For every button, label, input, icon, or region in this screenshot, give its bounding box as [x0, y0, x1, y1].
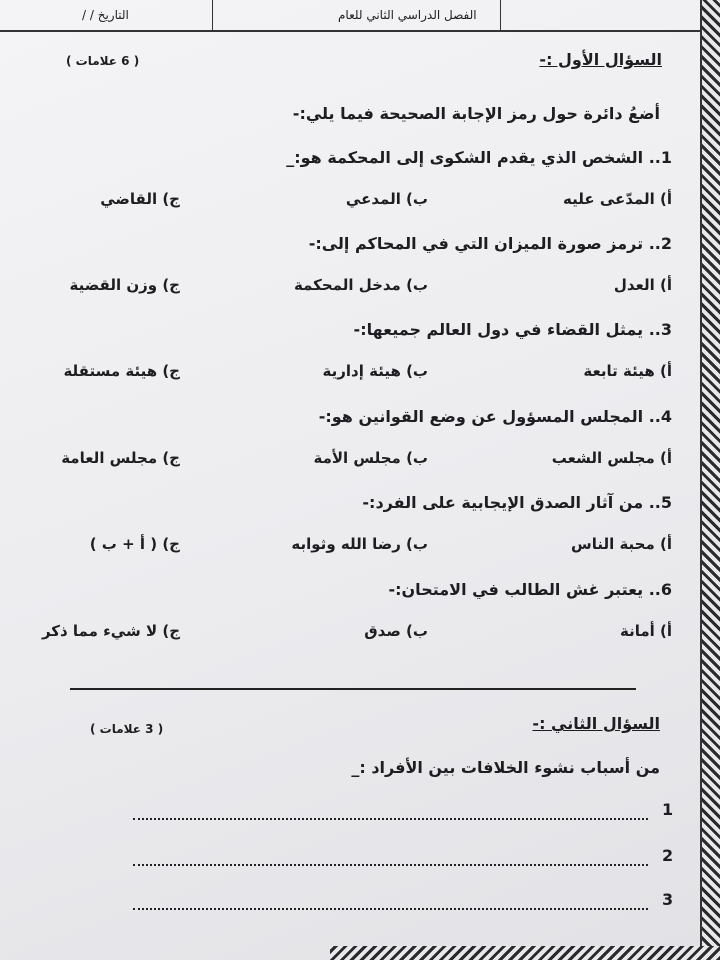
option-a[interactable]: أ) مجلس الشعب [551, 449, 672, 467]
header-divider [212, 0, 213, 30]
option-c[interactable]: ج) وزن القضية [69, 276, 180, 294]
option-c[interactable]: ج) لا شيء مما ذكر [41, 622, 180, 640]
option-c[interactable]: ج) القاضي [100, 190, 180, 208]
answer-line-number: 2 [662, 846, 674, 865]
question-stem: 4.. المجلس المسؤول عن وضع القوانين هو:- [318, 407, 672, 426]
option-c[interactable]: ج) هيئة مستقلة [63, 362, 180, 380]
answer-line-number: 1 [662, 800, 674, 819]
option-b[interactable]: ب) هيئة إدارية [322, 362, 428, 380]
q1-title: السؤال الأول :- [539, 50, 662, 69]
q1-marks: ( 6 علامات ) [66, 54, 140, 68]
answer-line[interactable] [133, 818, 648, 820]
option-c[interactable]: ج) مجلس العامة [61, 449, 180, 467]
answer-line[interactable] [133, 864, 648, 866]
option-a[interactable]: أ) محبة الناس [571, 535, 672, 553]
q2-marks: ( 3 علامات ) [90, 722, 164, 736]
answer-line[interactable] [133, 908, 648, 910]
question-stem: 1.. الشخص الذي يقدم الشكوى إلى المحكمة هو:_ [286, 148, 672, 167]
question-stem: 6.. يعتبر غش الطالب في الامتحان:- [388, 580, 672, 599]
option-a[interactable]: أ) المدّعى عليه [563, 190, 672, 208]
semester-label: الفصل الدراسي الثاني للعام [338, 8, 477, 22]
q1-instruction: أضعُ دائرة حول رمز الإجابة الصحيحة فيما يلي:- [292, 104, 660, 123]
q2-title: السؤال الثاني :- [532, 714, 660, 733]
option-b[interactable]: ب) مدخل المحكمة [293, 276, 428, 294]
question-stem: 5.. من آثار الصدق الإيجابية على الفرد:- [362, 493, 672, 512]
option-b[interactable]: ب) المدعي [345, 190, 428, 208]
section-divider [70, 688, 636, 690]
option-c[interactable]: ج) ( أ + ب ) [89, 535, 180, 553]
option-a[interactable]: أ) أمانة [619, 622, 672, 640]
date-label: التاريخ / / [82, 8, 129, 22]
option-b[interactable]: ب) صدق [364, 622, 428, 640]
option-b[interactable]: ب) رضا الله وثوابه [291, 535, 428, 553]
option-a[interactable]: أ) العدل [613, 276, 672, 294]
answer-line-number: 3 [662, 890, 674, 909]
header-divider [500, 0, 501, 30]
decorative-border-bottom [330, 946, 720, 960]
exam-header [0, 0, 702, 32]
option-b[interactable]: ب) مجلس الأمة [313, 449, 428, 467]
question-stem: 3.. يمثل القضاء في دول العالم جميعها:- [353, 320, 672, 339]
option-a[interactable]: أ) هيئة تابعة [583, 362, 672, 380]
decorative-border-right [700, 0, 720, 960]
question-stem: 2.. ترمز صورة الميزان التي في المحاكم إلى:- [308, 234, 672, 253]
q2-prompt: من أسباب نشوء الخلافات بين الأفراد :_ [351, 758, 660, 777]
